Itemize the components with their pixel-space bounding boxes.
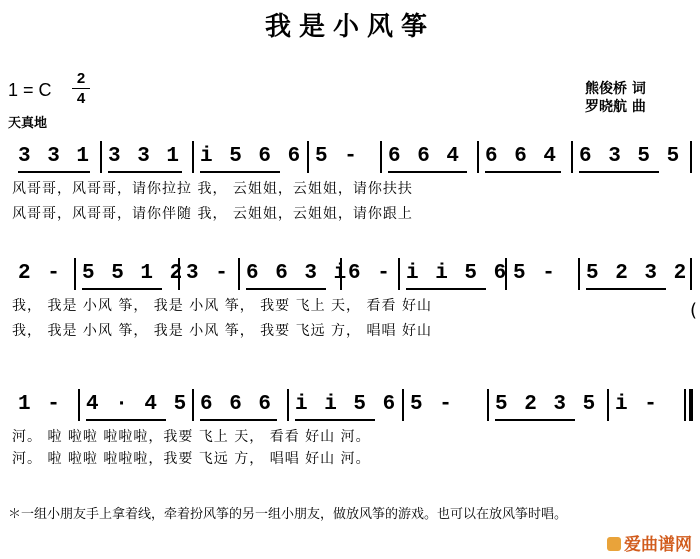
barline	[238, 258, 240, 290]
measure-notes: 6 6 4	[388, 145, 462, 168]
composer-credit: 罗晓航 曲	[585, 99, 646, 115]
measure-notes: 5 2 3 5	[495, 393, 598, 416]
barline	[690, 258, 692, 290]
eighth-beam	[18, 171, 90, 173]
final-barline	[689, 389, 693, 421]
eighth-beam	[200, 419, 277, 421]
barline	[192, 141, 194, 173]
barline	[684, 389, 686, 421]
key-signature: 1 = C	[8, 80, 52, 100]
performance-footnote: ＊一组小朋友手上拿着线，牵着扮风筝的另一组小朋友，做放风筝的游戏。也可以在放风筝时唱。	[8, 507, 568, 522]
watermark-logo	[607, 530, 692, 555]
measure-notes: i 5 6 6	[200, 145, 303, 168]
measure-notes: 5 -	[513, 262, 557, 285]
watermark-text: 爱曲谱网	[624, 535, 692, 555]
lyric-line-2: 风哥哥，风哥哥，请你伴随 我， 云姐姐，云姐姐，请你跟上	[12, 206, 413, 222]
barline	[78, 389, 80, 421]
barline	[690, 141, 692, 173]
measure-notes: 6 -	[348, 262, 392, 285]
barline	[74, 258, 76, 290]
lyric-line-1: 风哥哥，风哥哥，请你拉拉 我， 云姐姐，云姐姐，请你扶扶	[12, 181, 413, 197]
barline	[100, 141, 102, 173]
eighth-beam	[246, 288, 326, 290]
eighth-beam	[579, 171, 659, 173]
measure-notes: 5 -	[315, 145, 359, 168]
measure-notes: 6 6 3 i	[246, 262, 349, 285]
music-note-icon	[607, 537, 621, 551]
lyric-line-1: 我， 我是 小风 筝， 我是 小风 筝， 我要 飞上 天， 看看 好山	[12, 298, 432, 314]
eighth-beam	[406, 288, 486, 290]
measure-notes: 6 6 6	[200, 393, 274, 416]
song-title: 我是小风筝	[264, 12, 435, 42]
lyricist-credit: 熊俊桥 词	[585, 81, 646, 97]
eighth-beam	[586, 288, 666, 290]
measure-notes: i -	[615, 393, 659, 416]
barline	[287, 389, 289, 421]
measure-notes: 2 -	[18, 262, 62, 285]
barline	[192, 389, 194, 421]
bracket-mark: (	[690, 300, 698, 321]
eighth-beam	[388, 171, 467, 173]
measure-notes: 6 3 5 5	[579, 145, 682, 168]
barline	[477, 141, 479, 173]
eighth-beam	[295, 419, 375, 421]
lyric-line-2: 河。 啦 啦啦 啦啦啦，我要 飞远 方， 唱唱 好山 河。	[12, 451, 371, 467]
time-signature	[72, 70, 90, 107]
measure-notes: 3 -	[186, 262, 230, 285]
barline	[380, 141, 382, 173]
barline	[571, 141, 573, 173]
time-signature-line	[72, 88, 90, 89]
time-signature-top: 2	[76, 70, 86, 87]
eighth-beam	[495, 419, 575, 421]
barline	[402, 389, 404, 421]
lyric-line-1: 河。 啦 啦啦 啦啦啦，我要 飞上 天， 看看 好山 河。	[12, 429, 371, 445]
lyric-line-2: 我， 我是 小风 筝， 我是 小风 筝， 我要 飞远 方， 唱唱 好山	[12, 323, 432, 339]
eighth-beam	[485, 171, 561, 173]
measure-notes: 6 6 4	[485, 145, 559, 168]
eighth-beam	[82, 288, 162, 290]
barline	[487, 389, 489, 421]
eighth-beam	[86, 419, 166, 421]
measure-notes: 1 -	[18, 393, 62, 416]
measure-notes: i i 5 6	[406, 262, 509, 285]
mood-marking: 天真地	[8, 116, 48, 131]
measure-notes: 3 3 1	[108, 145, 182, 168]
barline	[398, 258, 400, 290]
eighth-beam	[200, 171, 280, 173]
measure-notes: 5 2 3 2	[586, 262, 689, 285]
measure-notes: 5 -	[410, 393, 454, 416]
barline	[578, 258, 580, 290]
measure-notes: 3 3 1	[18, 145, 92, 168]
measure-notes: 5 5 1 2	[82, 262, 185, 285]
time-signature-bottom: 4	[76, 90, 86, 107]
measure-notes: i i 5 6	[295, 393, 398, 416]
barline	[307, 141, 309, 173]
eighth-beam	[108, 171, 182, 173]
measure-notes: 4 · 4 5	[86, 393, 189, 416]
barline	[607, 389, 609, 421]
